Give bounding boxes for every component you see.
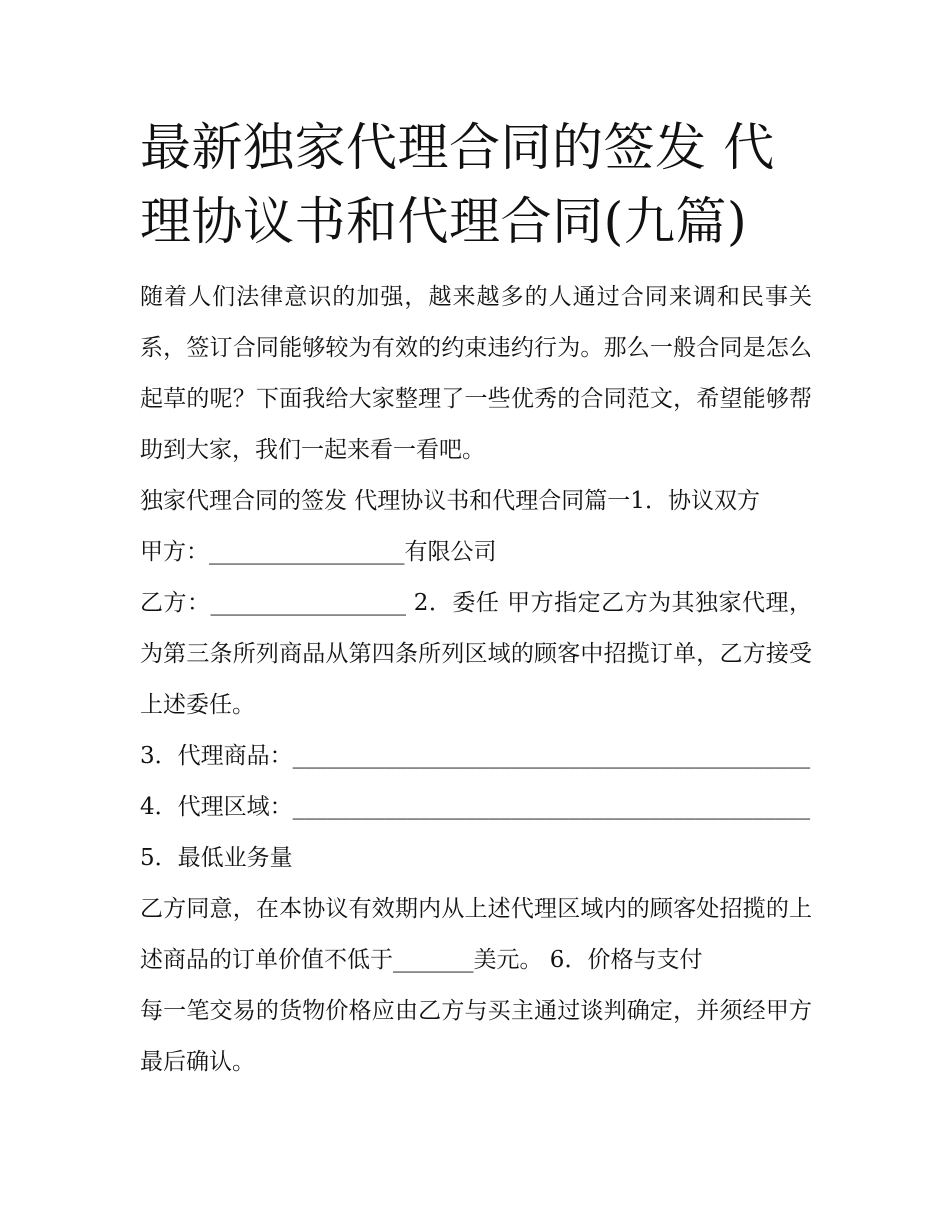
document-title: 最新独家代理合同的签发 代理协议书和代理合同(九篇) [140, 119, 775, 252]
party-b-appointment-paragraph: 乙方：_________________ 2．委任 甲方指定乙方为其独家代理，为第三条所列商品从第四条所列区域的顾客中招揽订单，乙方接受上述委任。 [140, 590, 812, 718]
price-payment-paragraph: 每一笔交易的货物价格应由乙方与买主通过谈判确定，并须经甲方最后确认。 [140, 998, 812, 1075]
document-page [140, 112, 812, 1088]
agency-goods-line: 3．代理商品：_____________________________________________ [140, 743, 811, 769]
section-heading-line: 独家代理合同的签发 代理协议书和代理合同篇一1．协议双方 [140, 488, 760, 514]
minimum-volume-paragraph: 乙方同意，在本协议有效期内从上述代理区域内的顾客处招揽的上述商品的订单价值不低于_______美元。 6．价格与支付 [140, 896, 812, 973]
agency-area-line: 4．代理区域：_____________________________________________ [140, 794, 811, 820]
intro-paragraph: 随着人们法律意识的加强，越来越多的人通过合同来调和民事关系，签订合同能够较为有效的约束违约行为。那么一般合同是怎么起草的呢？下面我给大家整理了一些优秀的合同范文，希望能够帮助到大家，我们一起来看一看吧。 [140, 284, 812, 463]
minimum-volume-heading: 5．最低业务量 [140, 845, 293, 871]
party-a-line: 甲方：_________________有限公司 [140, 539, 497, 565]
